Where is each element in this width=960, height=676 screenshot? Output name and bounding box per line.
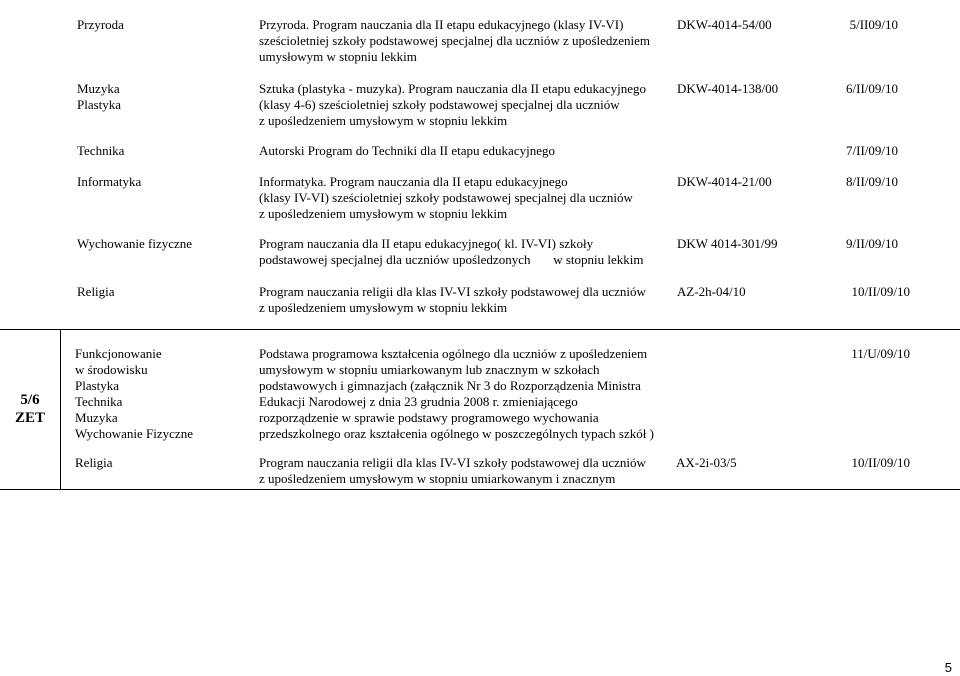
program-line: podstawowej specjalnej dla uczniów upośledzonych w stopniu lekkim	[259, 252, 644, 267]
page-number: 5	[944, 660, 952, 675]
program-line: z upośledzeniem umysłowym w stopniu lekkim	[259, 113, 508, 128]
subject-line: Wychowanie Fizyczne	[75, 426, 193, 441]
program-line: Edukacji Narodowej z dnia 23 grudnia 2008 r. zmieniającego	[259, 394, 578, 409]
program-number: 10/II/09/10	[851, 455, 910, 470]
program-line: (klasy 4-6) sześcioletniej szkoły podstawowej specjalnej dla uczniów	[259, 97, 620, 112]
program-line: Program nauczania religii dla klas IV-VI szkoły podstawowej dla uczniów	[259, 284, 646, 299]
program-code: AZ-2h-04/10	[677, 284, 746, 299]
subject-line: w środowisku	[75, 362, 148, 377]
subject-line: Przyroda	[77, 17, 124, 32]
program-code: DKW-4014-138/00	[677, 81, 779, 96]
program-number: 11/U/09/10	[851, 346, 910, 361]
section-divider-bottom	[0, 489, 960, 490]
program-cell	[259, 284, 646, 316]
subject-cell	[77, 174, 141, 190]
program-code: DKW-4014-54/00	[677, 17, 772, 32]
program-line: przedszkolnego oraz kształcenia ogólnego w poszczególnych typach szkół )	[259, 426, 654, 441]
program-cell	[259, 81, 646, 129]
program-number: 10/II/09/10	[851, 284, 910, 299]
subject-line: Muzyka	[77, 81, 120, 96]
program-line: sześcioletniej szkoły podstawowej specjalnej dla uczniów z upośledzeniem	[259, 33, 650, 48]
program-line: Sztuka (plastyka - muzyka). Program nauczania dla II etapu edukacyjnego	[259, 81, 646, 96]
program-number: 7/II/09/10	[846, 143, 898, 158]
program-line: Informatyka. Program nauczania dla II etapu edukacyjnego	[259, 174, 568, 189]
program-line: z upośledzeniem umysłowym w stopniu umiarkowanym i znacznym	[259, 471, 616, 486]
program-cell	[259, 174, 633, 222]
program-line: podstawowych i gimnazjach (załącznik Nr 3 do Rozporządzenia Ministra	[259, 378, 641, 393]
subject-line: Plastyka	[75, 378, 120, 393]
program-line: z upośledzeniem umysłowym w stopniu lekkim	[259, 206, 508, 221]
program-line: Przyroda. Program nauczania dla II etapu edukacyjnego (klasy IV-VI)	[259, 17, 624, 32]
grade-line: 5/6	[20, 392, 40, 408]
program-number: 6/II/09/10	[846, 81, 898, 96]
grade-label	[0, 391, 60, 427]
subject-line: Informatyka	[77, 174, 142, 189]
program-number: 8/II/09/10	[846, 174, 898, 189]
grade-line: ZET	[14, 410, 45, 426]
subject-line: Wychowanie fizyczne	[77, 236, 193, 251]
subject-cell	[75, 346, 193, 442]
program-line: Program nauczania religii dla klas IV-VI szkoły podstawowej dla uczniów	[259, 455, 646, 470]
subject-cell	[77, 284, 115, 300]
program-cell	[259, 143, 555, 159]
grade-column-border	[60, 329, 61, 490]
program-number: 5/II09/10	[849, 17, 898, 32]
program-cell	[259, 17, 650, 65]
subject-line: Funkcjonowanie	[75, 346, 162, 361]
program-line: umysłowym w stopniu umiarkowanym lub znacznym w szkołach	[259, 362, 600, 377]
subject-cell	[75, 455, 113, 471]
program-code: DKW 4014-301/99	[677, 236, 778, 251]
subject-line: Plastyka	[77, 97, 122, 112]
subject-line: Technika	[77, 143, 125, 158]
subject-line: Religia	[77, 284, 115, 299]
program-cell	[259, 236, 644, 268]
subject-line: Religia	[75, 455, 113, 470]
program-cell	[259, 455, 646, 487]
program-line: z upośledzeniem umysłowym w stopniu lekkim	[259, 300, 508, 315]
program-code: AX-2i-03/5	[676, 455, 737, 470]
program-line: Podstawa programowa kształcenia ogólnego dla uczniów z upośledzeniem	[259, 346, 648, 361]
subject-cell	[77, 143, 124, 159]
section-divider-top	[0, 329, 960, 330]
subject-line: Muzyka	[75, 410, 118, 425]
subject-cell	[77, 17, 124, 33]
program-code: DKW-4014-21/00	[677, 174, 772, 189]
subject-cell	[77, 81, 121, 113]
program-cell	[259, 346, 654, 442]
subject-cell	[77, 236, 192, 252]
program-line: (klasy IV-VI) sześcioletniej szkoły podstawowej specjalnej dla uczniów	[259, 190, 633, 205]
program-line: Program nauczania dla II etapu edukacyjnego( kl. IV-VI) szkoły	[259, 236, 594, 251]
subject-line: Technika	[75, 394, 123, 409]
program-line: Autorski Program do Techniki dla II etapu edukacyjnego	[259, 143, 555, 158]
program-line: umysłowym w stopniu lekkim	[259, 49, 417, 64]
program-line: rozporządzenie w sprawie podstawy programowego wychowania	[259, 410, 599, 425]
program-number: 9/II/09/10	[846, 236, 898, 251]
